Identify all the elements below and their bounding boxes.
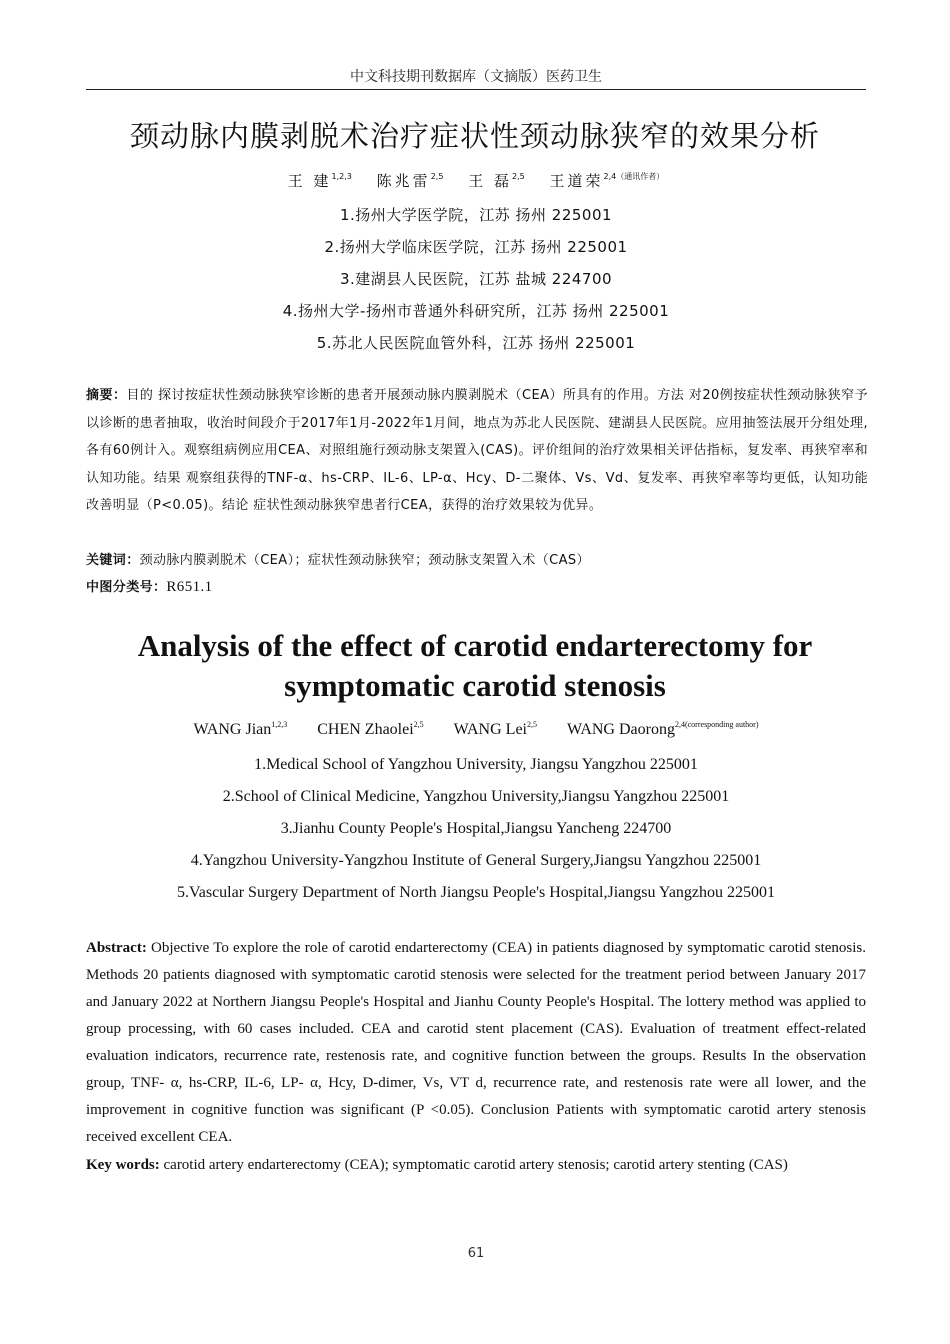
en-abstract-text: Objective To explore the role of carotid endarterectomy (CEA) in patients diagnosed by symptomatic carotid stenosis. Methods 20 patients diagnosed with symptomatic carotid stenosis were selected for the treatment period between January 2017 and January 2022 at Northern Jiangsu People's Hospital and Jianhu County People's Hospital. The lottery method was applied to group processing, with 60 cases included. CEA and carotid stent placement (CAS). Evaluation of treatment effect-related evaluation indicators, recurrence rate, restenosis rate, and cognitive function between the groups. Results In the observation group, TNF- α, hs-CRP, IL-6, LP- α, Hcy, D-dimer, Vs, VT d, recurrence rate, and restenosis rate were all lower, and the improvement in cognitive function was significant (P <0.05). Conclusion Patients with symptomatic carotid artery stenosis received excellent CEA. — [86, 940, 866, 1145]
header-rule — [86, 89, 866, 90]
en-author: WANG Daorong$^{2,4(corresponding author)}$ — [566, 720, 759, 738]
en-abstract — [86, 935, 866, 1151]
cn-classification — [86, 574, 868, 602]
en-abstract-label: Abstract: — [86, 940, 147, 956]
cn-author: 王 磊$^{2,5}$ — [468, 172, 525, 190]
cn-author: 陈兆雷$^{2,5}$ — [376, 172, 444, 190]
cn-author: 王道荣$^{2,4(通讯作者)}$ — [549, 172, 665, 190]
cn-affiliation: 2.扬州大学临床医学院，江苏 扬州 225001 — [324, 238, 628, 256]
cn-title: 颈动脉内膜剥脱术治疗症状性颈动脉狭窄的效果分析 — [129, 119, 820, 153]
cn-abstract-text: 目的 探讨按症状性颈动脉狭窄诊断的患者开展颈动脉内膜剥脱术（CEA）所具有的作用。方法 对20例按症状性颈动脉狭窄予以诊断的患者抽取，收治时间段介于2017年1月-2022年1月间，地点为苏北人民医院、建湖县人民医院。应用抽签法展开分组处理,各有60例计入。观察组病例应用CEA、对照组施行颈动脉支架置入(CAS)。评价组间的治疗效果相关评估指标，复发率、再狭窄率和认知功能。结果 观察组获得的TNF-α、hs-CRP、IL-6、LP-α、Hcy、D-二聚体、Vs、Vd、复发率、再狭窄率等均更低，认知功能改善明显（P<0.05)。结论 症状性颈动脉狭窄患者行CEA，获得的治疗效果较为优异。 — [86, 388, 868, 513]
en-authors — [86, 720, 866, 739]
cn-keywords-label: 关键词： — [86, 553, 140, 568]
en-author: WANG Lei$^{2,5}$ — [453, 720, 537, 738]
cn-authors — [86, 170, 866, 191]
en-affiliation: 1.Medical School of Yangzhou University, Jiangsu Yangzhou 225001 — [254, 756, 698, 773]
en-affiliation: 2.School of Clinical Medicine, Yangzhou University,Jiangsu Yangzhou 225001 — [222, 788, 730, 805]
en-affiliation: 4.Yangzhou University-Yangzhou Institute of General Surgery,Jiangsu Yangzhou 225001 — [190, 852, 762, 869]
en-affiliation: 5.Vascular Surgery Department of North Jiangsu People's Hospital,Jiangsu Yangzhou 225001 — [176, 884, 776, 901]
cn-clc-label: 中图分类号： — [86, 580, 167, 595]
cn-keywords — [86, 547, 868, 575]
cn-clc-value: R651.1 — [166, 579, 213, 595]
en-author: WANG Jian$^{1,2,3}$ — [193, 720, 288, 738]
page-number: 61 — [467, 1246, 485, 1261]
en-title — [60, 626, 890, 706]
cn-affiliation: 4.扬州大学-扬州市普通外科研究所，江苏 扬州 225001 — [282, 302, 670, 320]
cn-affiliation: 5.苏北人民医院血管外科，江苏 扬州 225001 — [316, 334, 636, 352]
cn-abstract-label: 摘要： — [86, 388, 127, 403]
journal-header: 中文科技期刊数据库（文摘版）医药卫生 — [350, 69, 602, 85]
en-keywords-text: carotid artery endarterectomy (CEA); symptomatic carotid artery stenosis; carotid artery stenting (CAS) — [163, 1157, 788, 1173]
en-keywords-label: Key words: — [86, 1157, 160, 1173]
cn-author: 王 建$^{1,2,3}$ — [287, 172, 352, 190]
en-title-line: Analysis of the effect of carotid endarterectomy for — [137, 628, 813, 663]
en-author: CHEN Zhaolei$^{2,5}$ — [317, 720, 424, 738]
cn-affiliation: 1.扬州大学医学院，江苏 扬州 225001 — [339, 206, 613, 224]
en-affiliation: 3.Jianhu County People's Hospital,Jiangsu Yancheng 224700 — [280, 820, 672, 837]
en-title-line: symptomatic carotid stenosis — [284, 668, 666, 703]
cn-keywords-text: 颈动脉内膜剥脱术（CEA）；症状性颈动脉狭窄；颈动脉支架置入术（CAS） — [139, 553, 590, 568]
cn-abstract — [86, 382, 868, 520]
cn-affiliation: 3.建湖县人民医院，江苏 盐城 224700 — [339, 270, 613, 288]
en-keywords — [86, 1152, 866, 1179]
